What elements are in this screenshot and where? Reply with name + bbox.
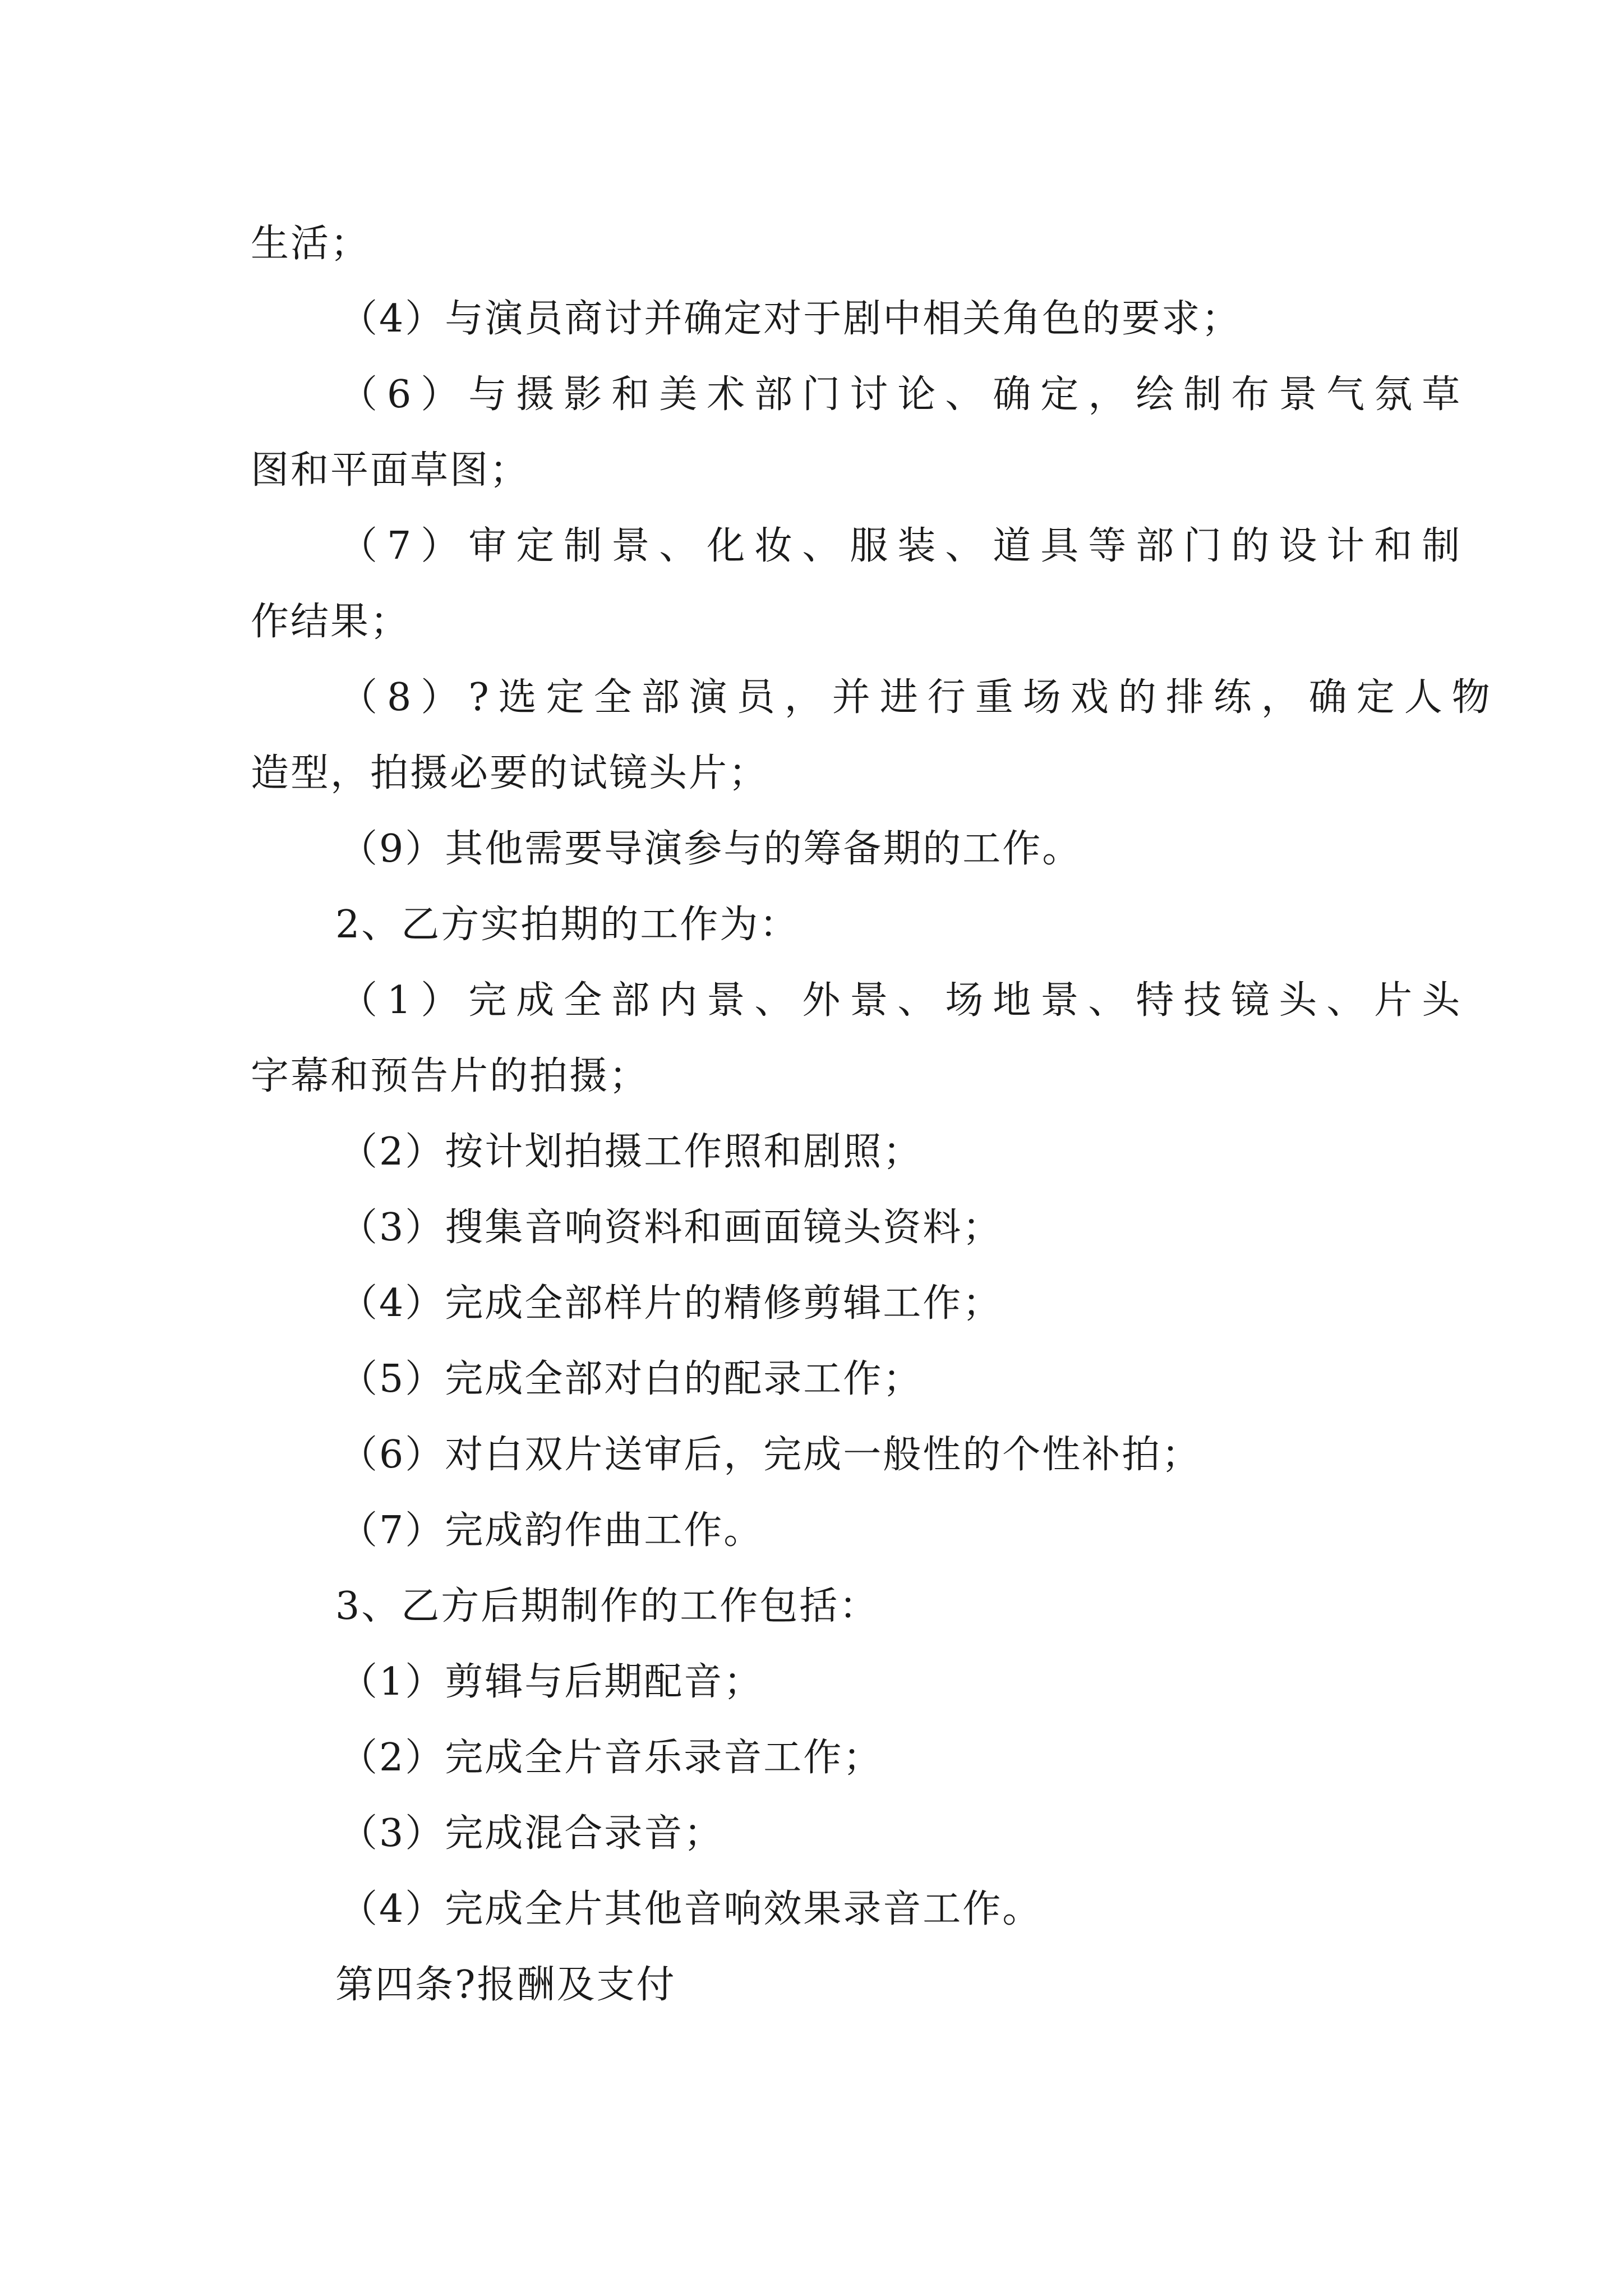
text-line: （1）剪辑与后期配音； — [339, 1660, 764, 1704]
text-line: （8）?选定全部演员，并进行重场戏的排练，确定人物 — [339, 675, 1500, 720]
text-line: （7）完成韵作曲工作。 — [339, 1508, 764, 1553]
text-line: （6）与摄影和美术部门讨论、确定，绘制布景气氛草 — [339, 372, 1470, 417]
text-line: （4）与演员商讨并确定对于剧中相关角色的要求； — [339, 297, 1242, 341]
text-line: （6）对白双片送审后，完成一般性的个性补拍； — [339, 1433, 1202, 1477]
text-line: 字幕和预告片的拍摄； — [251, 1054, 649, 1098]
text-line: （5）完成全部对白的配录工作； — [339, 1357, 923, 1401]
text-line: 生活； — [251, 222, 371, 266]
text-line: （9）其他需要导演参与的筹备期的工作。 — [339, 827, 1082, 871]
text-line: 作结果； — [251, 600, 411, 644]
section-heading: 第四条?报酬及支付 — [335, 1963, 676, 2007]
text-line: （4）完成全部样片的精修剪辑工作； — [339, 1281, 1003, 1326]
text-line: 造型，拍摄必要的试镜头片； — [251, 751, 769, 795]
text-line: 图和平面草图； — [251, 448, 530, 493]
text-line: （2）按计划拍摄工作照和剧照； — [339, 1130, 923, 1174]
section-heading: 2、乙方实拍期的工作为： — [335, 903, 800, 947]
text-line: （7）审定制景、化妆、服装、道具等部门的设计和制 — [339, 524, 1470, 568]
text-line: （3）搜集音响资料和画面镜头资料； — [339, 1205, 1003, 1250]
text-line: （1）完成全部内景、外景、场地景、特技镜头、片头 — [339, 978, 1470, 1023]
text-line: （2）完成全片音乐录音工作； — [339, 1736, 883, 1780]
text-line: （3）完成混合录音； — [339, 1811, 724, 1856]
section-heading: 3、乙方后期制作的工作包括： — [335, 1584, 879, 1628]
text-line: （4）完成全片其他音响效果录音工作。 — [339, 1887, 1043, 1931]
